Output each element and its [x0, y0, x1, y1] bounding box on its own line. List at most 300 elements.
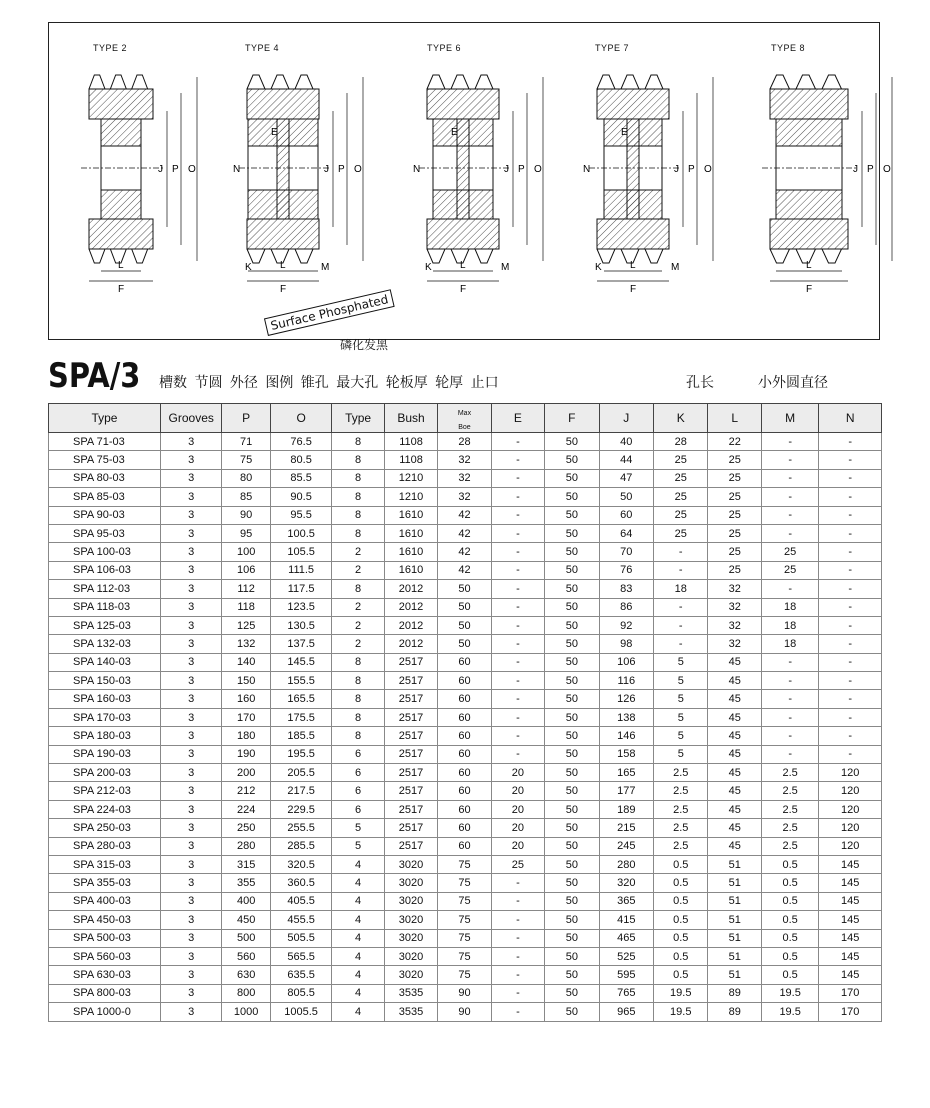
dim-label-n: N — [233, 164, 241, 175]
table-cell: 85 — [222, 488, 270, 506]
table-cell: 50 — [545, 635, 599, 653]
table-cell: 3 — [160, 561, 222, 579]
table-cell: 85.5 — [270, 469, 332, 487]
table-cell: 90 — [222, 506, 270, 524]
table-cell: 6 — [332, 745, 384, 763]
table-cell: 50 — [545, 598, 599, 616]
table-row — [49, 782, 882, 800]
table-cell: 2517 — [384, 819, 437, 837]
table-cell: 245 — [599, 837, 653, 855]
table-cell: - — [654, 543, 708, 561]
table-cell: 32 — [438, 469, 491, 487]
table-cell: 160 — [222, 690, 270, 708]
table-cell: 0.5 — [654, 911, 708, 929]
pulley-cross-section-drawings — [49, 23, 891, 341]
table-cell: 5 — [332, 837, 384, 855]
table-cell: 120 — [819, 819, 882, 837]
table-cell: 170 — [222, 708, 270, 726]
table-cell: 75 — [438, 929, 491, 947]
table-cell: 51 — [708, 911, 761, 929]
table-cell: 465 — [599, 929, 653, 947]
table-cell: 50 — [545, 524, 599, 542]
web-section — [277, 119, 289, 219]
table-cell: - — [761, 506, 818, 524]
table-cell: 170 — [819, 984, 882, 1002]
table-cell: 42 — [438, 506, 491, 524]
web-section — [457, 119, 469, 219]
table-cell: 75 — [438, 966, 491, 984]
dim-label-f: F — [630, 284, 637, 295]
table-cell: 400 — [222, 892, 270, 910]
column-header: Max Boe — [438, 404, 491, 433]
table-cell: 45 — [708, 800, 761, 818]
table-cell: 1610 — [384, 524, 437, 542]
table-cell: SPA 1000-0 — [49, 1003, 161, 1021]
table-cell: 3 — [160, 745, 222, 763]
table-cell: SPA 90-03 — [49, 506, 161, 524]
table-cell: 2012 — [384, 598, 437, 616]
table-row — [49, 433, 882, 451]
table-cell: 60 — [438, 653, 491, 671]
table-cell: - — [819, 469, 882, 487]
table-cell: 105.5 — [270, 543, 332, 561]
table-cell: - — [819, 653, 882, 671]
dim-label-e: E — [271, 127, 278, 138]
table-cell: SPA 212-03 — [49, 782, 161, 800]
dim-label-o: O — [354, 164, 362, 175]
table-cell: 4 — [332, 947, 384, 965]
table-cell: 50 — [545, 929, 599, 947]
table-row — [49, 819, 882, 837]
table-row — [49, 672, 882, 690]
table-cell: 25 — [708, 543, 761, 561]
phosphated-chinese-label: 磷化发黑 — [340, 338, 389, 352]
table-cell: 165.5 — [270, 690, 332, 708]
groove-profile-top — [770, 75, 848, 89]
table-cell: 2012 — [384, 635, 437, 653]
table-cell: 60 — [438, 782, 491, 800]
table-cell: 75 — [438, 911, 491, 929]
table-cell: - — [491, 708, 544, 726]
column-header: O — [270, 404, 332, 433]
table-cell: SPA 280-03 — [49, 837, 161, 855]
table-cell: SPA 355-03 — [49, 874, 161, 892]
table-cell: 25 — [654, 524, 708, 542]
table-cell: 3 — [160, 580, 222, 598]
table-cell: SPA 100-03 — [49, 543, 161, 561]
table-cell: 0.5 — [654, 855, 708, 873]
table-cell: 18 — [654, 580, 708, 598]
table-cell: SPA 250-03 — [49, 819, 161, 837]
dim-label-k: K — [245, 262, 252, 273]
table-cell: 3 — [160, 837, 222, 855]
table-cell: 25 — [761, 543, 818, 561]
table-cell: SPA 140-03 — [49, 653, 161, 671]
table-cell: 50 — [545, 819, 599, 837]
table-cell: - — [491, 580, 544, 598]
table-row — [49, 506, 882, 524]
table-cell: 90.5 — [270, 488, 332, 506]
table-cell: 71 — [222, 433, 270, 451]
table-cell: 3 — [160, 727, 222, 745]
table-cell: 8 — [332, 727, 384, 745]
rim-section-top — [247, 89, 319, 119]
dim-label-f: F — [280, 284, 287, 295]
table-cell: 20 — [491, 837, 544, 855]
table-cell: 405.5 — [270, 892, 332, 910]
table-cell: 185.5 — [270, 727, 332, 745]
dim-label-p: P — [688, 164, 695, 175]
table-cell: 1005.5 — [270, 1003, 332, 1021]
table-cell: - — [761, 469, 818, 487]
table-cell: 2.5 — [761, 782, 818, 800]
table-cell: 50 — [545, 984, 599, 1002]
table-cell: 3 — [160, 506, 222, 524]
table-cell: - — [654, 616, 708, 634]
table-cell: 2 — [332, 543, 384, 561]
table-cell: SPA 630-03 — [49, 966, 161, 984]
rim-section-top — [89, 89, 153, 119]
column-header: M — [761, 404, 818, 433]
dim-label-f: F — [118, 284, 125, 295]
dim-label-f: F — [806, 284, 813, 295]
dim-label-j: J — [158, 164, 163, 175]
table-cell: 8 — [332, 653, 384, 671]
table-cell: 1610 — [384, 506, 437, 524]
table-cell: 155.5 — [270, 672, 332, 690]
table-cell: SPA 180-03 — [49, 727, 161, 745]
table-cell: SPA 200-03 — [49, 764, 161, 782]
table-cell: - — [819, 727, 882, 745]
table-cell: 175.5 — [270, 708, 332, 726]
table-cell: 2.5 — [761, 837, 818, 855]
table-cell: 50 — [545, 782, 599, 800]
table-row — [49, 837, 882, 855]
groove-profile-top — [89, 75, 153, 89]
table-cell: - — [761, 433, 818, 451]
column-header: P — [222, 404, 270, 433]
dim-label-n: N — [413, 164, 421, 175]
table-cell: 215 — [599, 819, 653, 837]
table-cell: 630 — [222, 966, 270, 984]
table-cell: 4 — [332, 1003, 384, 1021]
table-cell: 805.5 — [270, 984, 332, 1002]
table-cell: 2.5 — [654, 837, 708, 855]
table-cell: 45 — [708, 837, 761, 855]
table-cell: 60 — [599, 506, 653, 524]
table-row — [49, 580, 882, 598]
table-cell: 50 — [545, 966, 599, 984]
table-cell: 320 — [599, 874, 653, 892]
table-cell: 2517 — [384, 782, 437, 800]
table-cell: - — [491, 469, 544, 487]
table-cell: 3 — [160, 653, 222, 671]
surface-phosphated-stamp: Surface Phosphated — [264, 289, 395, 336]
table-row — [49, 764, 882, 782]
table-cell: 8 — [332, 469, 384, 487]
table-cell: - — [491, 543, 544, 561]
table-cell: 3 — [160, 451, 222, 469]
table-cell: 89 — [708, 1003, 761, 1021]
table-cell: - — [819, 433, 882, 451]
table-cell: - — [491, 874, 544, 892]
table-cell: 3 — [160, 855, 222, 873]
table-cell: SPA 71-03 — [49, 433, 161, 451]
table-cell: 60 — [438, 690, 491, 708]
table-cell: 50 — [545, 580, 599, 598]
table-row — [49, 543, 882, 561]
table-cell: 50 — [545, 764, 599, 782]
table-cell: 132 — [222, 635, 270, 653]
table-cell: 595 — [599, 966, 653, 984]
table-cell: 2517 — [384, 708, 437, 726]
table-cell: 8 — [332, 506, 384, 524]
table-cell: 217.5 — [270, 782, 332, 800]
table-cell: 44 — [599, 451, 653, 469]
table-cell: 0.5 — [761, 855, 818, 873]
table-cell: 2012 — [384, 580, 437, 598]
table-cell: - — [819, 745, 882, 763]
table-cell: 120 — [819, 782, 882, 800]
table-row — [49, 690, 882, 708]
table-cell: 60 — [438, 800, 491, 818]
table-cell: 145 — [819, 855, 882, 873]
dim-label-m: M — [501, 262, 510, 273]
table-cell: 205.5 — [270, 764, 332, 782]
table-cell: 565.5 — [270, 947, 332, 965]
table-cell: 20 — [491, 764, 544, 782]
table-cell: 0.5 — [761, 929, 818, 947]
table-cell: - — [491, 947, 544, 965]
dim-label-p: P — [172, 164, 179, 175]
table-cell: - — [491, 966, 544, 984]
table-cell: 50 — [545, 451, 599, 469]
small-od-chinese: 小外圆直径 — [758, 375, 828, 391]
table-cell: 3 — [160, 984, 222, 1002]
table-cell: 123.5 — [270, 598, 332, 616]
table-cell: 5 — [654, 653, 708, 671]
pulley-drawings-panel — [48, 22, 891, 340]
table-cell: 50 — [438, 635, 491, 653]
table-cell: 3 — [160, 635, 222, 653]
table-cell: 75 — [222, 451, 270, 469]
table-cell: 80.5 — [270, 451, 332, 469]
table-cell: 50 — [545, 433, 599, 451]
table-row — [49, 708, 882, 726]
table-cell: 50 — [545, 616, 599, 634]
table-cell: - — [761, 653, 818, 671]
type-4-label: TYPE 4 — [245, 43, 280, 53]
table-row — [49, 653, 882, 671]
type-6-label: TYPE 6 — [427, 43, 462, 53]
table-cell: 2517 — [384, 745, 437, 763]
table-cell: 3020 — [384, 929, 437, 947]
table-cell: 45 — [708, 745, 761, 763]
table-cell: 100 — [222, 543, 270, 561]
table-cell: 145 — [819, 929, 882, 947]
table-cell: 130.5 — [270, 616, 332, 634]
table-cell: 4 — [332, 966, 384, 984]
table-cell: 18 — [761, 635, 818, 653]
table-row — [49, 727, 882, 745]
table-cell: 50 — [545, 947, 599, 965]
table-cell: 75 — [438, 947, 491, 965]
column-header: L — [708, 404, 761, 433]
table-cell: 51 — [708, 855, 761, 873]
table-cell: SPA 560-03 — [49, 947, 161, 965]
table-cell: 76 — [599, 561, 653, 579]
table-cell: 0.5 — [761, 911, 818, 929]
table-cell: SPA 450-03 — [49, 911, 161, 929]
table-cell: 42 — [438, 543, 491, 561]
rim-section-bottom — [597, 219, 669, 249]
table-row — [49, 745, 882, 763]
table-cell: 4 — [332, 874, 384, 892]
rim-section-top — [597, 89, 669, 119]
table-cell: 635.5 — [270, 966, 332, 984]
table-cell: 51 — [708, 947, 761, 965]
rim-section-bottom — [427, 219, 499, 249]
table-cell: 2.5 — [654, 800, 708, 818]
column-header: K — [654, 404, 708, 433]
table-cell: 0.5 — [654, 892, 708, 910]
dim-label-j: J — [853, 164, 858, 175]
table-cell: 450 — [222, 911, 270, 929]
table-cell: 3535 — [384, 984, 437, 1002]
section-heading — [48, 352, 888, 398]
table-cell: 1610 — [384, 543, 437, 561]
table-cell: SPA 80-03 — [49, 469, 161, 487]
table-cell: 25 — [654, 469, 708, 487]
table-cell: - — [761, 524, 818, 542]
table-cell: 2517 — [384, 690, 437, 708]
table-cell: 5 — [654, 727, 708, 745]
table-cell: 18 — [761, 598, 818, 616]
table-cell: 3 — [160, 1003, 222, 1021]
table-cell: 3020 — [384, 947, 437, 965]
table-cell: SPA 118-03 — [49, 598, 161, 616]
table-cell: 60 — [438, 708, 491, 726]
dim-label-m: M — [321, 262, 330, 273]
table-cell: 3 — [160, 708, 222, 726]
table-cell: 3 — [160, 469, 222, 487]
table-cell: 560 — [222, 947, 270, 965]
table-cell: 83 — [599, 580, 653, 598]
table-cell: - — [491, 1003, 544, 1021]
table-cell: 89 — [708, 984, 761, 1002]
table-cell: 64 — [599, 524, 653, 542]
table-cell: 3 — [160, 947, 222, 965]
table-row — [49, 451, 882, 469]
table-cell: 2 — [332, 598, 384, 616]
dim-label-l: L — [460, 260, 466, 271]
column-header: Grooves — [160, 404, 222, 433]
table-cell: 32 — [708, 616, 761, 634]
table-row — [49, 911, 882, 929]
table-cell: 18 — [761, 616, 818, 634]
table-cell: 42 — [438, 561, 491, 579]
dim-label-e: E — [621, 127, 628, 138]
table-cell: 42 — [438, 524, 491, 542]
dim-label-p: P — [338, 164, 345, 175]
rim-section-top — [770, 89, 848, 119]
table-cell: 145 — [819, 966, 882, 984]
column-header: N — [819, 404, 882, 433]
table-cell: - — [761, 451, 818, 469]
table-cell: 3 — [160, 819, 222, 837]
table-cell: 25 — [708, 469, 761, 487]
table-cell: 177 — [599, 782, 653, 800]
table-cell: 50 — [438, 580, 491, 598]
table-cell: 90 — [438, 1003, 491, 1021]
table-cell: 50 — [545, 653, 599, 671]
table-cell: 146 — [599, 727, 653, 745]
table-cell: 280 — [222, 837, 270, 855]
table-cell: 145 — [819, 911, 882, 929]
table-cell: 5 — [654, 708, 708, 726]
table-cell: 60 — [438, 819, 491, 837]
table-cell: 0.5 — [654, 874, 708, 892]
table-cell: 25 — [761, 561, 818, 579]
table-cell: 3 — [160, 672, 222, 690]
table-cell: 3 — [160, 800, 222, 818]
dim-label-j: J — [504, 164, 509, 175]
table-cell: 5 — [654, 672, 708, 690]
table-cell: 3 — [160, 874, 222, 892]
table-cell: 28 — [654, 433, 708, 451]
table-cell: 3020 — [384, 855, 437, 873]
table-cell: 365 — [599, 892, 653, 910]
table-cell: 250 — [222, 819, 270, 837]
table-cell: 150 — [222, 672, 270, 690]
table-cell: 0.5 — [654, 966, 708, 984]
table-cell: 3020 — [384, 911, 437, 929]
table-cell: - — [654, 635, 708, 653]
table-cell: 505.5 — [270, 929, 332, 947]
table-cell: 50 — [545, 874, 599, 892]
table-cell: 3 — [160, 764, 222, 782]
table-header-row — [49, 404, 882, 433]
table-cell: - — [654, 561, 708, 579]
table-cell: 75 — [438, 855, 491, 873]
column-header: E — [491, 404, 544, 433]
table-cell: 3 — [160, 911, 222, 929]
table-cell: - — [491, 616, 544, 634]
table-cell: SPA 160-03 — [49, 690, 161, 708]
table-cell: 32 — [438, 451, 491, 469]
table-cell: 50 — [545, 469, 599, 487]
table-cell: 3 — [160, 892, 222, 910]
table-cell: 3 — [160, 966, 222, 984]
table-cell: SPA 500-03 — [49, 929, 161, 947]
table-cell: 200 — [222, 764, 270, 782]
table-cell: - — [491, 561, 544, 579]
table-cell: 50 — [545, 727, 599, 745]
table-cell: 2.5 — [761, 819, 818, 837]
table-cell: 45 — [708, 653, 761, 671]
table-cell: - — [491, 488, 544, 506]
table-row — [49, 966, 882, 984]
rim-section-top — [427, 89, 499, 119]
table-cell: 360.5 — [270, 874, 332, 892]
groove-profile-top — [427, 75, 499, 89]
table-cell: 6 — [332, 800, 384, 818]
table-cell: - — [491, 745, 544, 763]
table-cell: - — [491, 653, 544, 671]
table-cell: 8 — [332, 708, 384, 726]
table-cell: 106 — [222, 561, 270, 579]
table-cell: - — [761, 672, 818, 690]
